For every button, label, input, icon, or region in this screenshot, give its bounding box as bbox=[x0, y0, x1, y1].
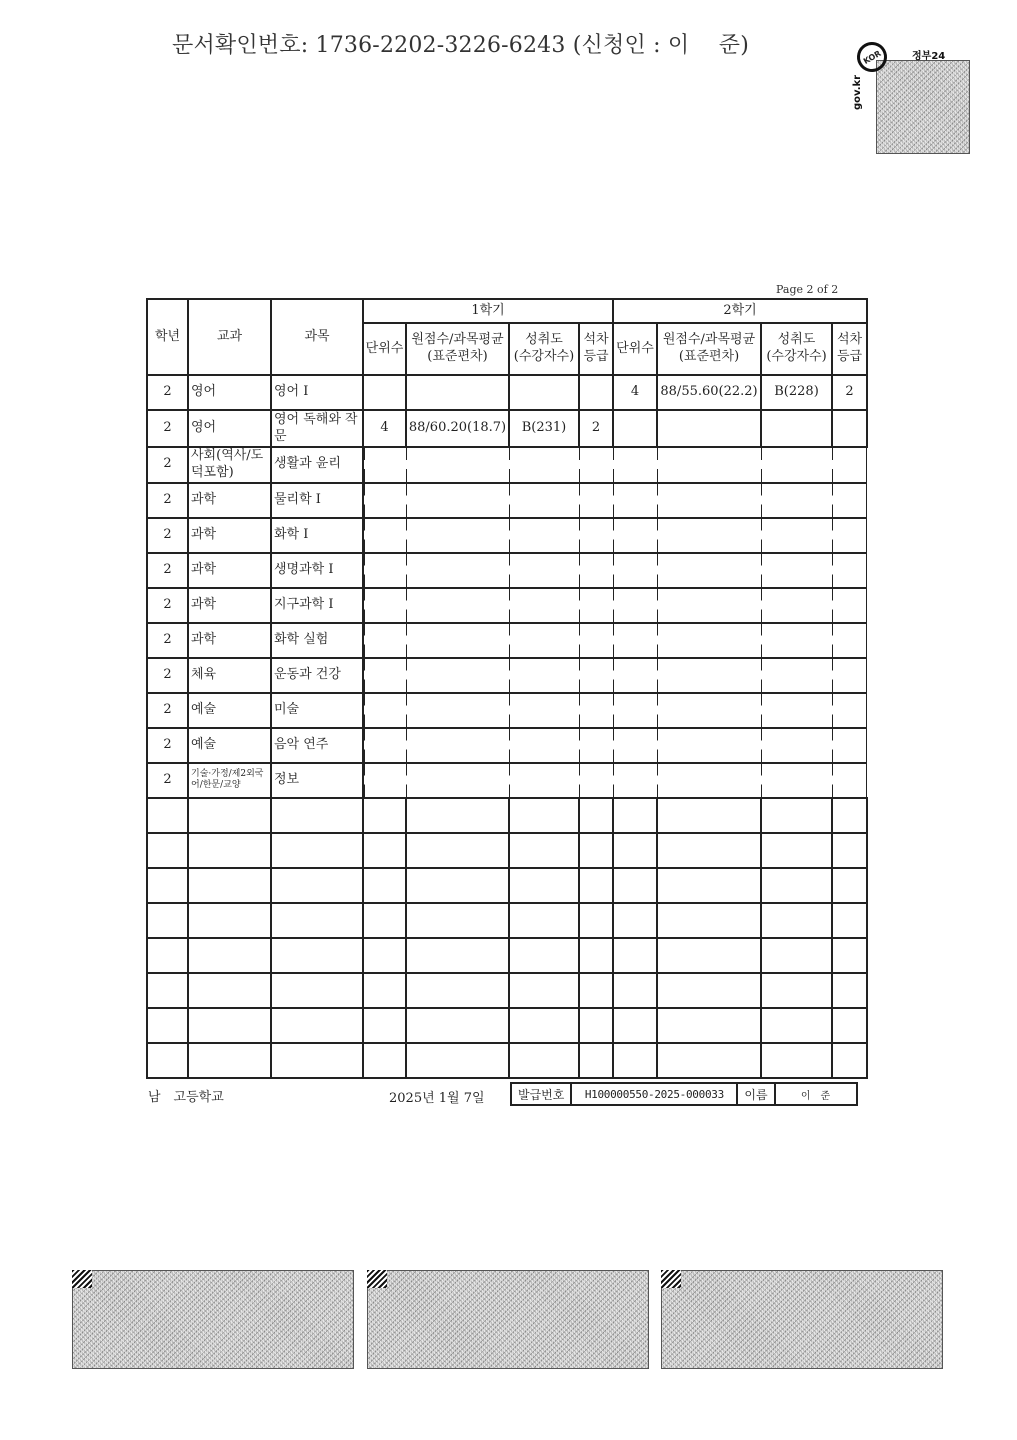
table-row bbox=[147, 763, 867, 798]
redacted-cell bbox=[657, 447, 761, 483]
table-row bbox=[147, 553, 867, 588]
empty-cell bbox=[657, 938, 761, 973]
s1-achievement-cell: B(231) bbox=[509, 410, 579, 447]
header-score: 원점수/과목평균 (표준편차) bbox=[406, 323, 509, 375]
grade-cell: 2 bbox=[147, 728, 188, 763]
empty-cell bbox=[509, 938, 579, 973]
empty-row bbox=[147, 1043, 867, 1078]
subject-group-cell: 과학 bbox=[188, 553, 271, 588]
security-corner-icon bbox=[72, 1270, 92, 1288]
subject-group-cell: 예술 bbox=[188, 728, 271, 763]
empty-cell bbox=[271, 868, 363, 903]
redacted-cell bbox=[761, 483, 832, 518]
empty-cell bbox=[147, 1043, 188, 1078]
table-row bbox=[147, 483, 867, 518]
redacted-cell bbox=[657, 518, 761, 553]
header-achievement: 성취도 (수강자수) bbox=[761, 323, 832, 375]
redacted-cell bbox=[579, 518, 613, 553]
empty-cell bbox=[579, 973, 613, 1008]
s2-units-cell: 4 bbox=[613, 375, 657, 410]
issue-number-label: 발급번호 bbox=[511, 1083, 571, 1105]
security-corner-icon bbox=[661, 1270, 681, 1288]
redacted-cell bbox=[832, 728, 867, 763]
grade-cell: 2 bbox=[147, 483, 188, 518]
redacted-cell bbox=[761, 728, 832, 763]
empty-cell bbox=[761, 973, 832, 1008]
redacted-cell bbox=[657, 693, 761, 728]
s2-rank-cell bbox=[832, 410, 867, 447]
empty-cell bbox=[761, 798, 832, 833]
subject-cell: 생활과 윤리 bbox=[271, 447, 363, 483]
empty-cell bbox=[509, 798, 579, 833]
name-label: 이름 bbox=[737, 1083, 774, 1105]
table-row bbox=[147, 447, 867, 483]
empty-cell bbox=[363, 973, 406, 1008]
redacted-cell bbox=[406, 553, 509, 588]
redacted-cell bbox=[363, 763, 406, 798]
redacted-cell bbox=[363, 693, 406, 728]
empty-cell bbox=[509, 833, 579, 868]
redacted-cell bbox=[579, 728, 613, 763]
empty-cell bbox=[761, 1008, 832, 1043]
header-semester1: 1학기 bbox=[363, 299, 613, 323]
name-value: 이 준 bbox=[775, 1083, 857, 1105]
redacted-cell bbox=[509, 447, 579, 483]
empty-row bbox=[147, 833, 867, 868]
empty-row bbox=[147, 938, 867, 973]
empty-cell bbox=[761, 938, 832, 973]
table-row bbox=[147, 658, 867, 693]
redacted-cell bbox=[406, 447, 509, 483]
subject-cell: 지구과학 I bbox=[271, 588, 363, 623]
empty-cell bbox=[613, 1043, 657, 1078]
s2-rank-cell: 2 bbox=[832, 375, 867, 410]
header-achievement: 성취도 (수강자수) bbox=[509, 323, 579, 375]
empty-cell bbox=[188, 938, 271, 973]
empty-cell bbox=[406, 938, 509, 973]
redacted-cell bbox=[761, 623, 832, 658]
empty-cell bbox=[188, 1008, 271, 1043]
redacted-cell bbox=[509, 518, 579, 553]
subject-group-cell: 과학 bbox=[188, 518, 271, 553]
header-semester2: 2학기 bbox=[613, 299, 867, 323]
table-row bbox=[147, 588, 867, 623]
empty-cell bbox=[363, 1043, 406, 1078]
security-pattern-1 bbox=[72, 1270, 354, 1369]
redacted-cell bbox=[509, 588, 579, 623]
empty-row bbox=[147, 903, 867, 938]
redacted-cell bbox=[509, 763, 579, 798]
security-pattern-3 bbox=[661, 1270, 943, 1369]
redacted-cell bbox=[613, 553, 657, 588]
empty-cell bbox=[657, 1043, 761, 1078]
empty-row bbox=[147, 973, 867, 1008]
s2-score-cell bbox=[657, 410, 761, 447]
empty-cell bbox=[406, 1043, 509, 1078]
redacted-cell bbox=[363, 447, 406, 483]
empty-cell bbox=[613, 833, 657, 868]
empty-cell bbox=[509, 973, 579, 1008]
subject-cell: 정보 bbox=[271, 763, 363, 798]
empty-cell bbox=[613, 868, 657, 903]
s1-score-cell bbox=[406, 375, 509, 410]
empty-cell bbox=[271, 938, 363, 973]
document-confirmation-number: 문서확인번호: 1736-2202-3226-6243 (신청인 : 이 준) bbox=[172, 33, 749, 58]
redacted-cell bbox=[613, 623, 657, 658]
empty-cell bbox=[271, 1043, 363, 1078]
redacted-cell bbox=[406, 588, 509, 623]
empty-cell bbox=[363, 1008, 406, 1043]
security-pattern-2 bbox=[367, 1270, 649, 1369]
header-subject: 과목 bbox=[271, 299, 363, 375]
empty-cell bbox=[147, 1008, 188, 1043]
redacted-cell bbox=[406, 623, 509, 658]
gov-kr-label: gov.kr bbox=[852, 74, 863, 110]
empty-cell bbox=[509, 1043, 579, 1078]
empty-cell bbox=[271, 1008, 363, 1043]
empty-cell bbox=[613, 798, 657, 833]
s1-units-cell: 4 bbox=[363, 410, 406, 447]
empty-cell bbox=[832, 798, 867, 833]
empty-cell bbox=[147, 938, 188, 973]
redacted-cell bbox=[761, 447, 832, 483]
empty-cell bbox=[761, 868, 832, 903]
redacted-cell bbox=[363, 623, 406, 658]
redacted-cell bbox=[761, 658, 832, 693]
redacted-cell bbox=[579, 623, 613, 658]
redacted-cell bbox=[579, 693, 613, 728]
empty-cell bbox=[657, 1008, 761, 1043]
redacted-cell bbox=[363, 553, 406, 588]
empty-cell bbox=[147, 903, 188, 938]
grade-cell: 2 bbox=[147, 447, 188, 483]
empty-cell bbox=[363, 798, 406, 833]
empty-cell bbox=[509, 868, 579, 903]
redacted-cell bbox=[761, 693, 832, 728]
header-score: 원점수/과목평균 (표준편차) bbox=[657, 323, 761, 375]
empty-row bbox=[147, 1008, 867, 1043]
empty-cell bbox=[657, 833, 761, 868]
redacted-cell bbox=[832, 658, 867, 693]
empty-cell bbox=[188, 868, 271, 903]
redacted-cell bbox=[657, 588, 761, 623]
empty-cell bbox=[832, 868, 867, 903]
redacted-cell bbox=[509, 623, 579, 658]
header-units: 단위수 bbox=[613, 323, 657, 375]
empty-cell bbox=[147, 798, 188, 833]
empty-cell bbox=[579, 798, 613, 833]
redacted-cell bbox=[509, 483, 579, 518]
redacted-cell bbox=[832, 693, 867, 728]
redacted-cell bbox=[613, 763, 657, 798]
redacted-cell bbox=[832, 763, 867, 798]
empty-cell bbox=[832, 973, 867, 1008]
redacted-cell bbox=[363, 483, 406, 518]
empty-cell bbox=[657, 903, 761, 938]
grade-cell: 2 bbox=[147, 623, 188, 658]
header-rank: 석차 등급 bbox=[832, 323, 867, 375]
redacted-cell bbox=[579, 588, 613, 623]
redacted-cell bbox=[832, 553, 867, 588]
table-row bbox=[147, 410, 867, 447]
empty-cell bbox=[406, 903, 509, 938]
redacted-cell bbox=[406, 483, 509, 518]
subject-group-cell: 영어 bbox=[188, 410, 271, 447]
redacted-cell bbox=[761, 518, 832, 553]
redacted-cell bbox=[509, 728, 579, 763]
s1-units-cell bbox=[363, 375, 406, 410]
s2-achievement-cell bbox=[761, 410, 832, 447]
redacted-cell bbox=[761, 553, 832, 588]
gov24-label: 정부24 bbox=[912, 51, 946, 62]
table-row bbox=[147, 693, 867, 728]
grade-cell: 2 bbox=[147, 375, 188, 410]
grade-cell: 2 bbox=[147, 518, 188, 553]
redacted-cell bbox=[406, 728, 509, 763]
empty-cell bbox=[832, 938, 867, 973]
empty-cell bbox=[271, 798, 363, 833]
issue-number: H100000550-2025-000033 bbox=[571, 1083, 737, 1105]
empty-cell bbox=[579, 903, 613, 938]
empty-cell bbox=[406, 798, 509, 833]
school-name: 남 고등학교 bbox=[148, 1090, 224, 1105]
empty-cell bbox=[188, 798, 271, 833]
header-grade: 학년 bbox=[147, 299, 188, 375]
empty-cell bbox=[832, 903, 867, 938]
header-units: 단위수 bbox=[363, 323, 406, 375]
redacted-cell bbox=[406, 763, 509, 798]
redacted-cell bbox=[613, 483, 657, 518]
grade-cell: 2 bbox=[147, 763, 188, 798]
redacted-cell bbox=[657, 658, 761, 693]
redacted-cell bbox=[579, 763, 613, 798]
redacted-cell bbox=[613, 447, 657, 483]
subject-group-cell: 사회(역사/도덕포함) bbox=[188, 447, 271, 483]
redacted-cell bbox=[613, 658, 657, 693]
empty-cell bbox=[579, 1008, 613, 1043]
empty-cell bbox=[509, 903, 579, 938]
empty-cell bbox=[832, 1008, 867, 1043]
subject-cell: 영어 독해와 작문 bbox=[271, 410, 363, 447]
redacted-cell bbox=[657, 483, 761, 518]
empty-cell bbox=[613, 903, 657, 938]
empty-cell bbox=[613, 973, 657, 1008]
empty-cell bbox=[271, 833, 363, 868]
redacted-cell bbox=[613, 518, 657, 553]
redacted-cell bbox=[363, 588, 406, 623]
redacted-cell bbox=[579, 658, 613, 693]
s2-units-cell bbox=[613, 410, 657, 447]
empty-cell bbox=[761, 903, 832, 938]
empty-cell bbox=[613, 1008, 657, 1043]
empty-cell bbox=[832, 833, 867, 868]
subject-cell: 미술 bbox=[271, 693, 363, 728]
redacted-cell bbox=[657, 623, 761, 658]
empty-cell bbox=[363, 903, 406, 938]
redacted-cell bbox=[363, 658, 406, 693]
redacted-cell bbox=[406, 658, 509, 693]
empty-cell bbox=[613, 938, 657, 973]
page-indicator: Page 2 of 2 bbox=[776, 283, 839, 296]
redacted-cell bbox=[509, 658, 579, 693]
empty-cell bbox=[657, 868, 761, 903]
redacted-cell bbox=[406, 693, 509, 728]
empty-cell bbox=[406, 868, 509, 903]
empty-cell bbox=[509, 1008, 579, 1043]
redacted-cell bbox=[657, 763, 761, 798]
subject-group-cell: 과학 bbox=[188, 623, 271, 658]
redacted-cell bbox=[832, 518, 867, 553]
redacted-cell bbox=[363, 518, 406, 553]
empty-cell bbox=[761, 1043, 832, 1078]
subject-cell: 화학 I bbox=[271, 518, 363, 553]
subject-group-cell: 영어 bbox=[188, 375, 271, 410]
empty-cell bbox=[188, 1043, 271, 1078]
s1-rank-cell: 2 bbox=[579, 410, 613, 447]
kor-badge-icon: KOR bbox=[852, 37, 893, 78]
grade-cell: 2 bbox=[147, 658, 188, 693]
qr-code-icon bbox=[876, 60, 970, 154]
grade-cell: 2 bbox=[147, 553, 188, 588]
subject-cell: 생명과학 I bbox=[271, 553, 363, 588]
s1-rank-cell bbox=[579, 375, 613, 410]
empty-cell bbox=[188, 903, 271, 938]
s2-score-cell: 88/55.60(22.2) bbox=[657, 375, 761, 410]
empty-cell bbox=[147, 973, 188, 1008]
redacted-cell bbox=[657, 728, 761, 763]
empty-cell bbox=[147, 868, 188, 903]
empty-cell bbox=[188, 973, 271, 1008]
grades-table bbox=[146, 298, 868, 1079]
empty-cell bbox=[657, 798, 761, 833]
empty-cell bbox=[406, 1008, 509, 1043]
empty-cell bbox=[579, 1043, 613, 1078]
empty-cell bbox=[363, 938, 406, 973]
s2-achievement-cell: B(228) bbox=[761, 375, 832, 410]
redacted-cell bbox=[613, 588, 657, 623]
redacted-cell bbox=[579, 447, 613, 483]
subject-group-cell: 과학 bbox=[188, 483, 271, 518]
empty-cell bbox=[188, 833, 271, 868]
table-row bbox=[147, 375, 867, 410]
empty-cell bbox=[579, 833, 613, 868]
redacted-cell bbox=[657, 553, 761, 588]
empty-cell bbox=[147, 833, 188, 868]
subject-cell: 영어 I bbox=[271, 375, 363, 410]
empty-cell bbox=[363, 833, 406, 868]
redacted-cell bbox=[406, 518, 509, 553]
redacted-cell bbox=[832, 483, 867, 518]
redacted-cell bbox=[832, 623, 867, 658]
redacted-cell bbox=[579, 553, 613, 588]
security-corner-icon bbox=[367, 1270, 387, 1288]
empty-row bbox=[147, 868, 867, 903]
subject-group-cell: 기술·가정/제2외국어/한문/교양 bbox=[188, 763, 271, 798]
subject-cell: 음악 연주 bbox=[271, 728, 363, 763]
redacted-cell bbox=[761, 588, 832, 623]
empty-row bbox=[147, 798, 867, 833]
empty-cell bbox=[271, 973, 363, 1008]
redacted-cell bbox=[832, 588, 867, 623]
empty-cell bbox=[363, 868, 406, 903]
header-rank: 석차 등급 bbox=[579, 323, 613, 375]
redacted-cell bbox=[509, 553, 579, 588]
redacted-cell bbox=[579, 483, 613, 518]
s1-score-cell: 88/60.20(18.7) bbox=[406, 410, 509, 447]
issue-info-box bbox=[510, 1082, 858, 1106]
subject-group-cell: 체육 bbox=[188, 658, 271, 693]
empty-cell bbox=[761, 833, 832, 868]
empty-cell bbox=[579, 868, 613, 903]
empty-cell bbox=[271, 903, 363, 938]
redacted-cell bbox=[613, 693, 657, 728]
grade-cell: 2 bbox=[147, 693, 188, 728]
empty-cell bbox=[406, 973, 509, 1008]
table-row bbox=[147, 728, 867, 763]
redacted-cell bbox=[832, 447, 867, 483]
subject-cell: 물리학 I bbox=[271, 483, 363, 518]
table-row bbox=[147, 518, 867, 553]
subject-cell: 운동과 건강 bbox=[271, 658, 363, 693]
redacted-cell bbox=[363, 728, 406, 763]
grade-cell: 2 bbox=[147, 410, 188, 447]
redacted-cell bbox=[761, 763, 832, 798]
header-subject-group: 교과 bbox=[188, 299, 271, 375]
table-row bbox=[147, 623, 867, 658]
subject-group-cell: 과학 bbox=[188, 588, 271, 623]
s1-achievement-cell bbox=[509, 375, 579, 410]
subject-cell: 화학 실험 bbox=[271, 623, 363, 658]
redacted-cell bbox=[613, 728, 657, 763]
subject-group-cell: 예술 bbox=[188, 693, 271, 728]
empty-cell bbox=[579, 938, 613, 973]
empty-cell bbox=[406, 833, 509, 868]
redacted-cell bbox=[509, 693, 579, 728]
issue-date: 2025년 1월 7일 bbox=[389, 1091, 485, 1106]
empty-cell bbox=[657, 973, 761, 1008]
grade-cell: 2 bbox=[147, 588, 188, 623]
empty-cell bbox=[832, 1043, 867, 1078]
